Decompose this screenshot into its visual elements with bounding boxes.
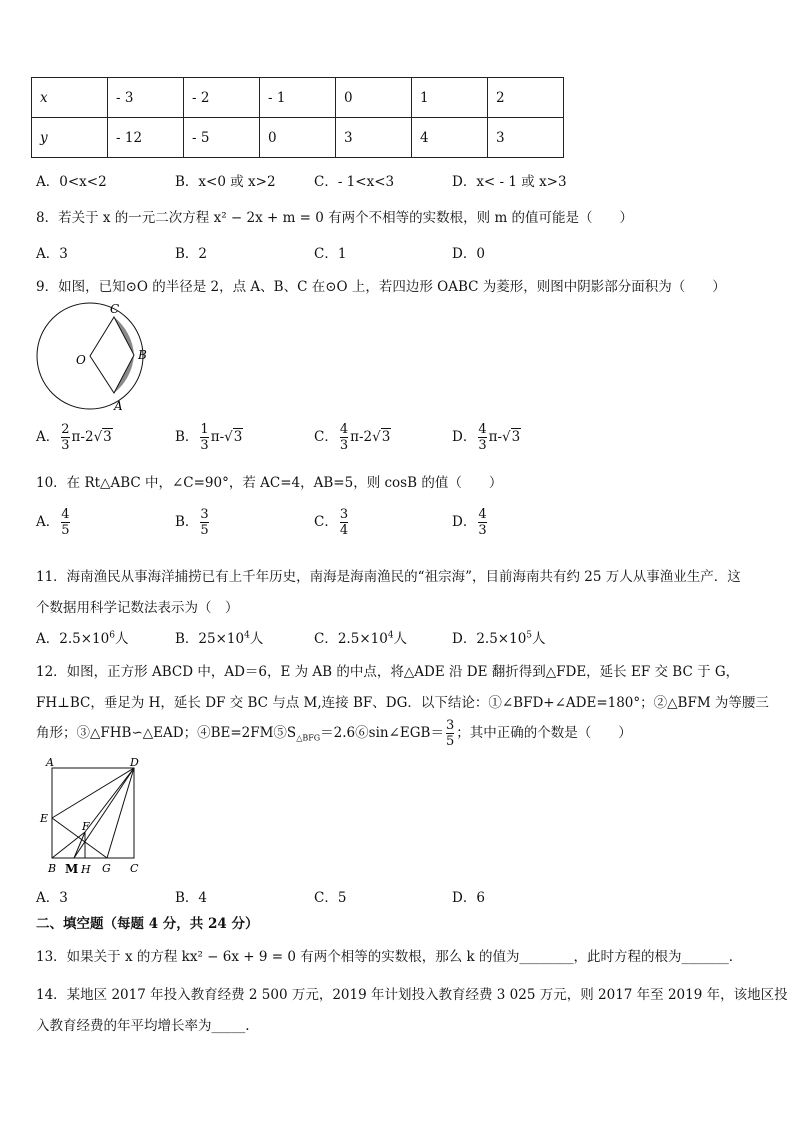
label-m: M xyxy=(65,862,79,876)
option-tail: π-2 xyxy=(350,429,373,445)
numerator: 3 xyxy=(445,718,455,733)
option-base: 2.5×10 xyxy=(59,631,110,647)
label-o: O xyxy=(76,353,86,367)
table-cell: - 2 xyxy=(184,78,260,118)
numerator: 3 xyxy=(200,507,209,522)
numerator: 3 xyxy=(339,507,349,522)
section-2-heading: 二、填空题（每题 4 分，共 24 分） xyxy=(36,916,259,932)
option-letter: D． xyxy=(452,631,477,647)
numerator: 2 xyxy=(61,422,70,437)
option-unit: 人 xyxy=(532,631,546,647)
fraction xyxy=(478,422,486,453)
fraction xyxy=(446,718,454,749)
radicand: 3 xyxy=(381,429,391,445)
radicand: 3 xyxy=(511,429,521,445)
label-c: C xyxy=(110,302,120,316)
square-abcd xyxy=(52,768,134,858)
q12-option-b: B．4 xyxy=(175,890,208,906)
segment-bf xyxy=(52,832,85,858)
table-cell: - 5 xyxy=(184,118,260,158)
table-cell: 1 xyxy=(412,78,488,118)
label-f: F xyxy=(82,820,90,833)
q8-option-a: A．3 xyxy=(36,246,68,262)
sqrt-sign: √ xyxy=(224,429,233,445)
q11-option-a xyxy=(36,627,128,647)
segment-df xyxy=(85,768,134,832)
question-12-line3 xyxy=(36,718,632,749)
numerator: 1 xyxy=(200,422,209,437)
q8-option-d: D．0 xyxy=(452,246,485,262)
denominator: 3 xyxy=(478,438,487,453)
fraction xyxy=(61,507,69,538)
q7-option-b: B．x<0 或 x>2 xyxy=(175,174,276,190)
table-cell: - 3 xyxy=(108,78,184,118)
area-subscript: △BFG xyxy=(296,733,321,743)
denominator: 5 xyxy=(200,523,209,538)
q11-option-d xyxy=(452,627,546,647)
fraction xyxy=(340,507,348,538)
table-cell: 3 xyxy=(336,118,412,158)
fraction xyxy=(478,507,486,538)
q12-option-c: C．5 xyxy=(314,890,347,906)
option-exponent: 6 xyxy=(109,630,115,641)
question-14-line2: 入教育经费的年平均增长率为_____. xyxy=(36,1018,250,1034)
numerator: 4 xyxy=(478,507,487,522)
option-exponent: 4 xyxy=(244,630,250,641)
option-base: 2.5×10 xyxy=(337,631,388,647)
denominator: 3 xyxy=(478,523,487,538)
option-exponent: 5 xyxy=(526,630,533,641)
numerator: 4 xyxy=(61,507,70,522)
q9-option-b xyxy=(175,422,243,453)
option-letter: B． xyxy=(175,514,199,530)
circle-rhombus-figure xyxy=(34,300,154,415)
q9-option-c xyxy=(314,422,391,453)
option-letter: A． xyxy=(36,631,60,647)
label-a: A xyxy=(114,399,123,413)
denominator: 5 xyxy=(61,523,70,538)
option-letter: C． xyxy=(314,429,338,445)
table-cell: - 12 xyxy=(108,118,184,158)
option-letter: D． xyxy=(452,514,477,530)
table-cell: x xyxy=(32,78,108,118)
radicand: 3 xyxy=(103,429,112,445)
label-c: C xyxy=(130,862,139,875)
fraction xyxy=(61,422,69,453)
question-14-line1: 14．某地区 2017 年投入教育经费 2 500 万元，2019 年计划投入教育经费 3 025 万元，则 2017 年至 2019 年，该地区投 xyxy=(36,987,788,1003)
denominator: 5 xyxy=(445,734,455,749)
q8-option-b: B．2 xyxy=(175,246,208,262)
line3-part-b: ＝2.6⑥sin∠EGB＝ xyxy=(320,725,444,741)
option-letter: A． xyxy=(36,429,60,445)
fraction xyxy=(200,507,208,538)
fraction xyxy=(340,422,348,453)
denominator: 3 xyxy=(200,438,209,453)
line3-part-c: ；其中正确的个数是（ ） xyxy=(456,725,632,741)
segment-dm xyxy=(74,768,134,858)
option-letter: B． xyxy=(175,631,199,647)
table-cell: - 1 xyxy=(260,78,336,118)
table-cell: y xyxy=(32,118,108,158)
question-12-line2: FH⊥BC，垂足为 H，延长 DF 交 BC 与点 M,连接 BF、DG．以下结论：①∠BFD+∠ADE=180°；②△BFM 为等腰三 xyxy=(36,695,769,711)
table-row-x xyxy=(32,78,564,118)
option-letter: D． xyxy=(452,429,477,445)
question-9-text: 9．如图，已知⊙O 的半径是 2，点 A、B、C 在⊙O 上，若四边形 OABC 为菱形，则图中阴影部分面积为（ ） xyxy=(36,279,726,295)
q11-option-c xyxy=(314,627,407,647)
q9-option-d xyxy=(452,422,521,453)
label-d: D xyxy=(130,756,139,769)
q7-option-a: A．0<x<2 xyxy=(36,174,107,190)
q10-option-c xyxy=(314,507,350,538)
sqrt-sign: √ xyxy=(93,429,103,445)
option-letter: B． xyxy=(175,429,199,445)
label-a: A xyxy=(46,756,54,769)
option-tail: π-2 xyxy=(71,429,94,445)
option-exponent: 4 xyxy=(387,630,394,641)
q10-option-a xyxy=(36,507,72,538)
denominator: 4 xyxy=(339,523,349,538)
sqrt-sign: √ xyxy=(502,429,511,445)
option-tail: π- xyxy=(210,429,225,445)
table-cell: 0 xyxy=(260,118,336,158)
q11-option-b xyxy=(175,627,263,647)
sqrt-sign: √ xyxy=(372,429,381,445)
numerator: 4 xyxy=(478,422,487,437)
q10-option-b xyxy=(175,507,211,538)
option-letter: C． xyxy=(314,631,338,647)
option-base: 2.5×10 xyxy=(476,631,527,647)
denominator: 3 xyxy=(339,438,349,453)
q10-option-d xyxy=(452,507,489,538)
q7-option-d: D．x< - 1 或 x>3 xyxy=(452,174,567,190)
label-e: E xyxy=(40,812,49,825)
option-letter: A． xyxy=(36,514,60,530)
table-cell: 2 xyxy=(488,78,564,118)
table-cell: 0 xyxy=(336,78,412,118)
line3-part-a: 角形；③△FHB∽△EAD；④BE=2FM⑤S xyxy=(36,725,297,741)
table-cell: 4 xyxy=(412,118,488,158)
question-13-text: 13．如果关于 x 的方程 kx² − 6x + 9 = 0 有两个相等的实数根，那么 k 的值为________，此时方程的根为_______． xyxy=(36,949,743,965)
q12-option-d: D．6 xyxy=(452,890,485,906)
option-base: 25×10 xyxy=(198,631,245,647)
rhombus-oabc xyxy=(90,317,134,393)
xy-value-table xyxy=(31,77,564,158)
option-tail: π- xyxy=(488,429,503,445)
label-b: B xyxy=(48,862,57,875)
option-unit: 人 xyxy=(393,631,408,647)
q7-option-c: C．- 1<x<3 xyxy=(314,174,395,190)
label-h: H xyxy=(81,863,91,876)
q8-option-c: C．1 xyxy=(314,246,347,262)
question-8-text: 8．若关于 x 的一元二次方程 x² − 2x + m = 0 有两个不相等的实数根，则 m 的值可能是（ ） xyxy=(36,210,634,226)
q9-option-a xyxy=(36,422,113,453)
question-11-line2: 个数据用科学记数法表示为（ ） xyxy=(36,600,239,616)
option-letter: C． xyxy=(314,514,338,530)
radicand: 3 xyxy=(233,429,243,445)
option-unit: 人 xyxy=(249,631,264,647)
question-11-line1: 11．海南渔民从事海洋捕捞已有上千年历史，南海是海南渔民的“祖宗海”，目前海南共有约 25 万人从事渔业生产．这 xyxy=(36,569,741,585)
table-cell: 3 xyxy=(488,118,564,158)
question-12-line1: 12．如图，正方形 ABCD 中，AD＝6，E 为 AB 的中点，将△ADE 沿 DE 翻折得到△FDE，延长 EF 交 BC 于 G， xyxy=(36,664,740,680)
square-fold-figure xyxy=(34,756,146,878)
option-unit: 人 xyxy=(114,631,129,647)
denominator: 3 xyxy=(61,438,70,453)
fraction xyxy=(200,422,208,453)
label-g: G xyxy=(102,862,111,875)
numerator: 4 xyxy=(339,422,349,437)
table-row-y xyxy=(32,118,564,158)
label-b: B xyxy=(138,348,147,362)
question-10-text: 10．在 Rt△ABC 中，∠C=90°，若 AC=4，AB=5，则 cosB 的值（ ） xyxy=(36,475,503,491)
q12-option-a: A．3 xyxy=(36,890,68,906)
